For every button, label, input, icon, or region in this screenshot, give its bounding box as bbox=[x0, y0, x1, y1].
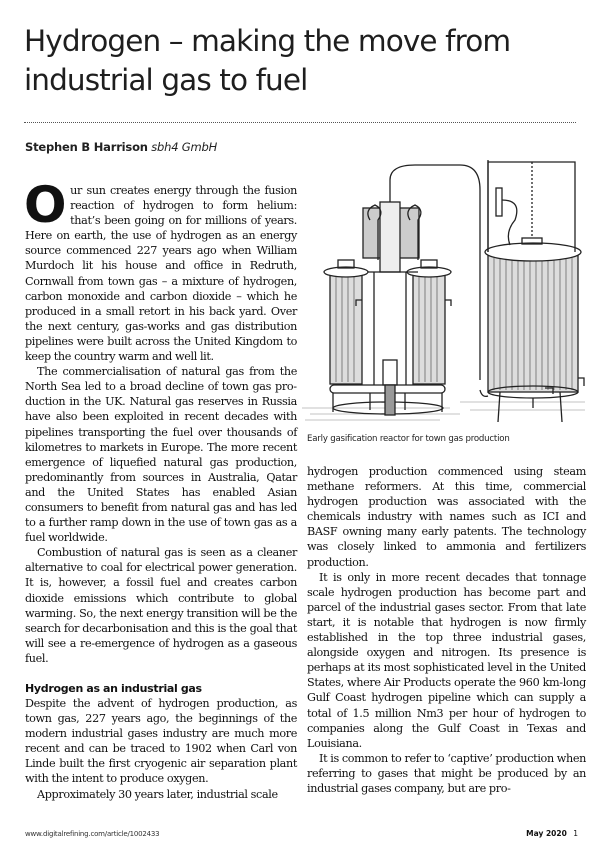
paragraph: Combustion of natural gas is seen as a cleaner alternative to coal for electrical power generation. It is, however, a fossil fuel and creates carbon dioxide emissions which contribute to global warming. So, the next energy transition will be the search for decarbonisation and this is the goal that will see a re-emergence of hydrogen as a gaseous fuel. bbox=[25, 546, 297, 665]
left-text-column bbox=[24, 176, 297, 802]
paragraph-text: ur sun creates energy through the fusion reaction of hydrogen to form helium: that’s been going on for millions of years. Here on earth, the use of hydrogen as an energy source commenced 227 years ago when William Murdoch lit his house and office in Redruth, Cornwall from town gas – a mixture of hydrogen, carbon monoxide and carbon dioxide – which he produced in a small retort in his back yard. Over the next century, gas-works and gas distribution pipelines were built across the United Kingdom to keep the country warm and well lit. bbox=[25, 184, 297, 364]
paragraph: It is only in more recent decades that tonnage scale hydrogen production has become part and parcel of the industrial gases sector. From that late start, it is notable that hydrogen is now firmly established in the top three industrial gases, alongside oxygen and nitrogen. Its presence is perhaps at its most sophisticated level in the United States, where Air Products operate the 960 km-long Gulf Coast hydrogen pipeline which can supply a total of 1.5 million Nm3 per hour of hydrogen to companies along the Gulf Coast in Texas and Louisiana. bbox=[307, 570, 586, 750]
right-text-column bbox=[307, 464, 586, 796]
dotted-divider bbox=[24, 122, 576, 123]
paragraph: Approximately 30 years later, industrial scale bbox=[37, 787, 278, 801]
author-name: Stephen B Harrison bbox=[25, 140, 148, 154]
article-title: Hydrogen – making the move from industrial gas to fuel bbox=[24, 24, 511, 97]
author-organization: sbh4 GmbH bbox=[151, 140, 218, 154]
section-heading: Hydrogen as an industrial gas bbox=[25, 682, 202, 695]
paragraph: It is common to refer to ‘captive’ production when referring to gases that might be produced by an industrial gases company, but are pro- bbox=[307, 751, 587, 795]
intro-paragraph bbox=[24, 176, 297, 364]
figure-caption: Early gasification reactor for town gas production bbox=[307, 434, 510, 444]
page-number: 1 bbox=[573, 829, 578, 838]
reactor-engraving-icon bbox=[300, 160, 590, 428]
byline bbox=[25, 140, 217, 154]
footer-issue-info bbox=[526, 829, 578, 838]
drop-cap: O bbox=[24, 176, 67, 234]
issue-date: May 2020 bbox=[526, 829, 567, 838]
gasification-reactor-illustration bbox=[300, 160, 590, 428]
paragraph: The commercialisation of natural gas from the North Sea led to a broad decline of town gas production in the UK. Natural gas reserves in Russia have also been exploited in recent decades with pipelines transporting the fuel over thousands of kilometres to markets in Europe. The more recent emergence of liquefied natural gas production, predominantly from sources in Australia, Qatar and the United States has enabled Asian consumers to benefit from natural gas and has led to a further ramp down in the use of town gas as a fuel worldwide. bbox=[25, 365, 297, 545]
paragraph: hydrogen production commenced using steam methane reformers. At this time, commercial hydrogen production was associated with the chemicals industry with names such as ICI and BASF owning many early patents. The technology was closely linked to ammonia and fertilizers production. bbox=[307, 465, 586, 569]
footer-article-url[interactable]: www.digitalrefining.com/article/1002433 bbox=[25, 830, 160, 838]
paragraph: Despite the advent of hydrogen production, as town gas, 227 years ago, the beginnings of the modern industrial gases industry are much more recent and can be traced to 1902 when Carl von Linde built the first cryogenic air separation plant with the intent to produce oxygen. bbox=[25, 697, 297, 786]
